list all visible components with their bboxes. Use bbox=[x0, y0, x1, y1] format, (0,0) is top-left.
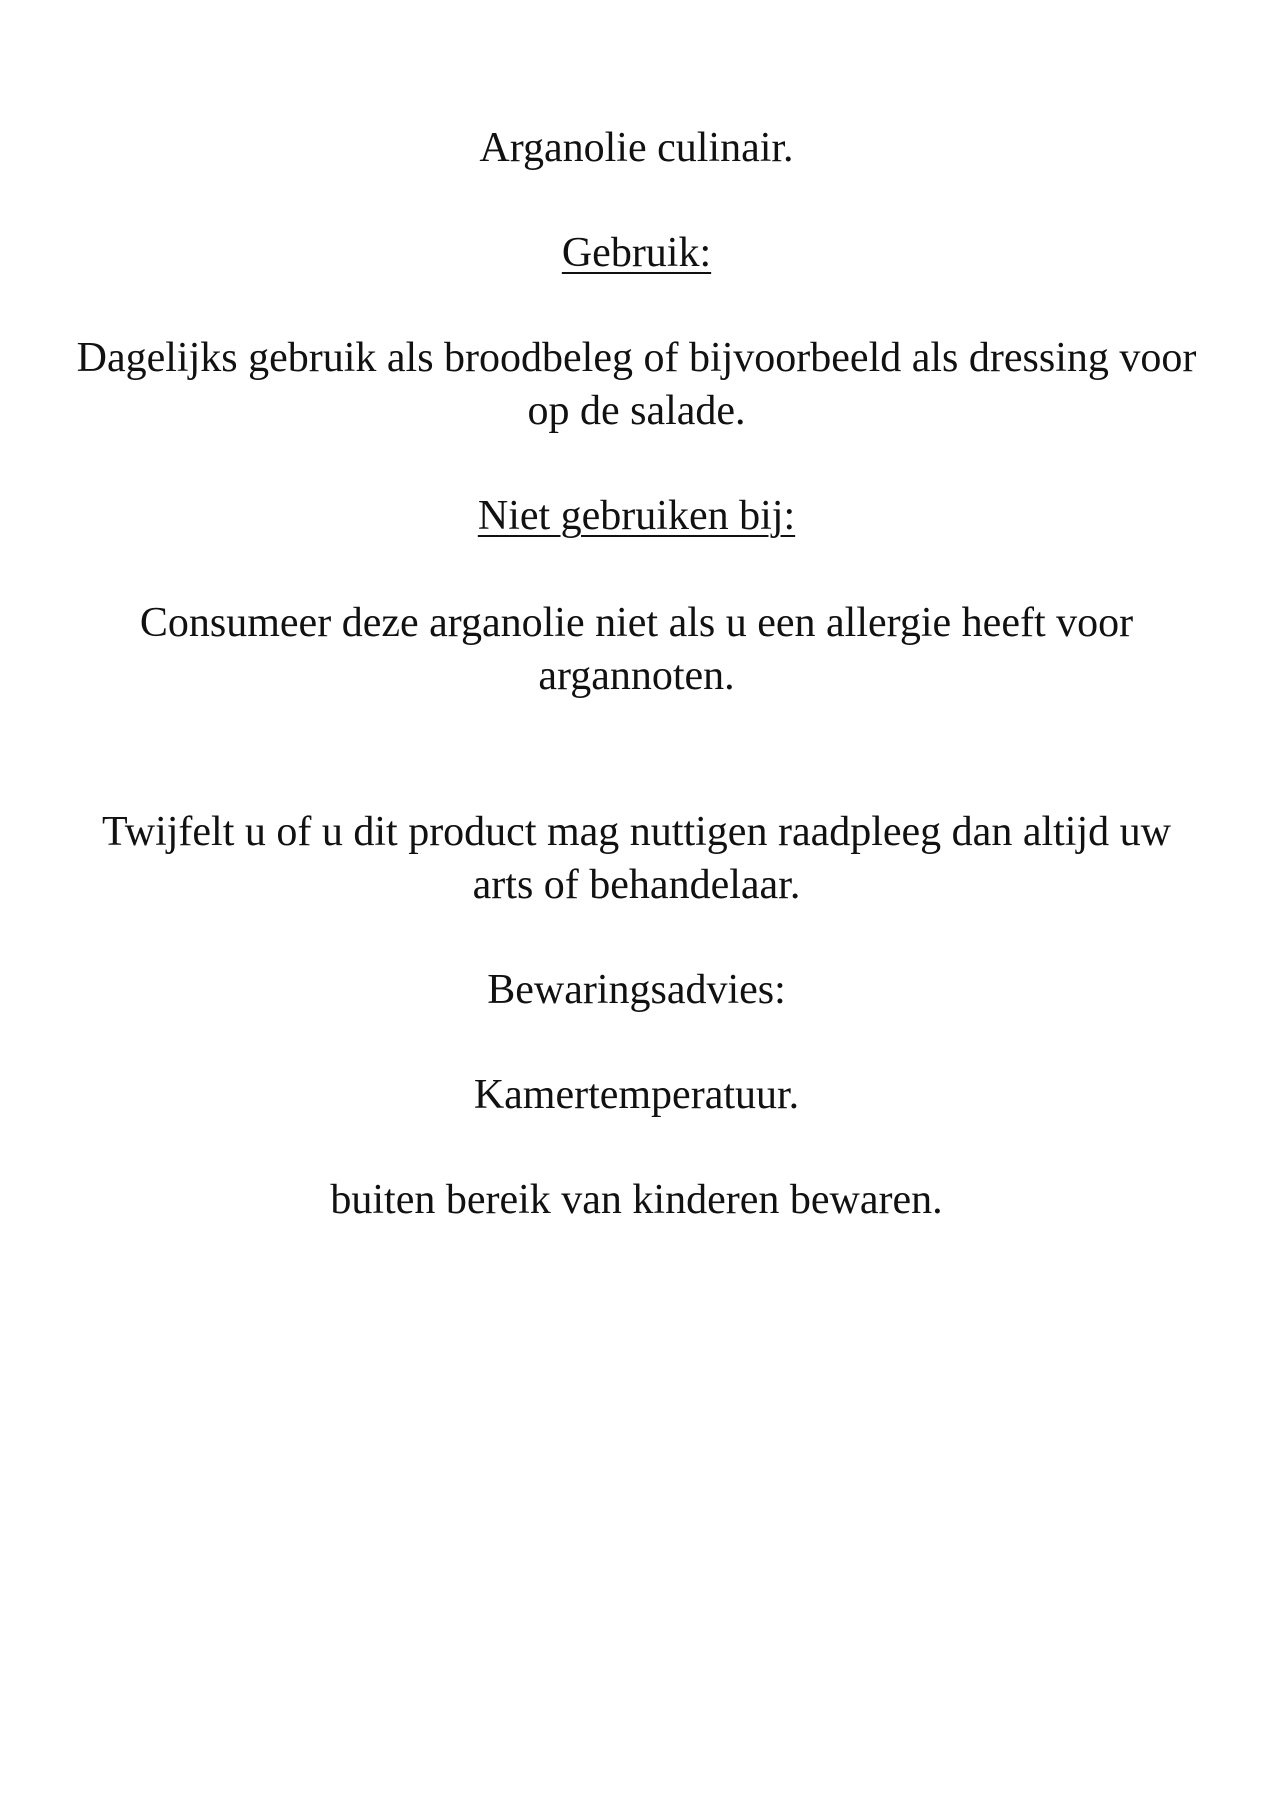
document-title: Arganolie culinair. bbox=[479, 125, 794, 171]
doubt-text-line-2: arts of behandelaar. bbox=[472, 862, 801, 908]
usage-heading-line bbox=[0, 227, 1273, 279]
storage-heading: Bewaringsadvies: bbox=[487, 967, 786, 1013]
contraindication-heading: Niet gebruiken bij: bbox=[477, 493, 796, 539]
usage-heading: Gebruik: bbox=[561, 230, 712, 276]
storage-text-line-1: Kamertemperatuur. bbox=[473, 1072, 800, 1118]
doubt-text-line-1: Twijfelt u of u dit product mag nuttigen raadpleeg dan altijd uw bbox=[102, 809, 1171, 855]
storage-text-line-2: buiten bereik van kinderen bewaren. bbox=[330, 1177, 943, 1223]
contraindication-text-line-1: Consumeer deze arganolie niet als u een allergie heeft voor bbox=[139, 600, 1134, 646]
contraindication-text-line-2: argannoten. bbox=[538, 653, 735, 699]
contraindication-heading-line bbox=[0, 490, 1273, 542]
usage-text-line-2: op de salade. bbox=[527, 388, 746, 434]
usage-text-line-1: Dagelijks gebruik als broodbeleg of bijvoorbeeld als dressing voor bbox=[76, 335, 1197, 381]
